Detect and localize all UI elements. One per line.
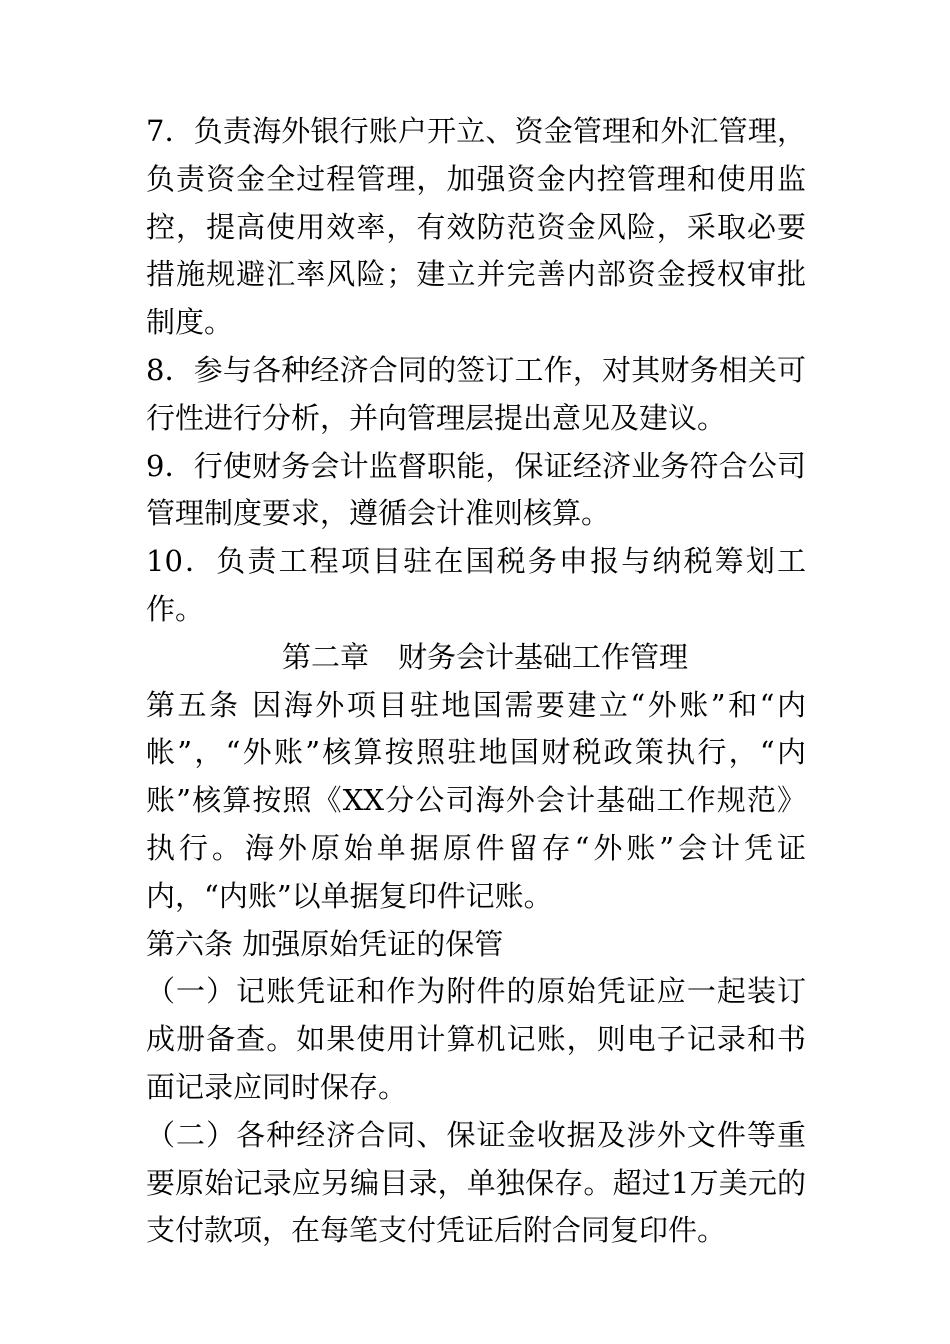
item-7-paragraph: 7．负责海外银行账户开立、资金管理和外汇管理，负责资金全过程管理，加强资金内控管理和使用监控，提高使用效率，有效防范资金风险，采取必要措施规避汇率风险；建立并完善内部资金授权审批制度。 (146, 114, 806, 340)
article-6-clause-2: （二）各种经济合同、保证金收据及涉外文件等重要原始记录应另编目录，单独保存。超过1万美元的支付款项，在每笔支付凭证后附合同复印件。 (146, 1117, 806, 1248)
item-9-paragraph: 9．行使财务会计监督职能，保证经济业务符合公司管理制度要求，遵循会计准则核算。 (146, 448, 806, 531)
article-5-paragraph: 第五条 因海外项目驻地国需要建立“外账”和“内帐”，“外账”核算按照驻地国财税政策执行，“内账”核算按照《XX分公司海外会计基础工作规范》执行。海外原始单据原件留存“外账”会计凭证内，“内账”以单据复印件记账。 (146, 687, 806, 913)
chapter-heading: 第二章 财务会计基础工作管理 (282, 639, 689, 674)
item-10-paragraph: 10．负责工程项目驻在国税务申报与纳税筹划工作。 (146, 544, 806, 626)
article-6-title: 第六条 加强原始凭证的保管 (146, 926, 504, 961)
document-body (146, 108, 806, 1255)
article-6-clause-1: （一）记账凭证和作为附件的原始凭证应一起装订成册备查。如果使用计算机记账，则电子记录和书面记录应同时保存。 (146, 974, 806, 1104)
item-8-paragraph: 8．参与各种经济合同的签订工作，对其财务相关可行性进行分析，并向管理层提出意见及建议。 (146, 352, 806, 435)
